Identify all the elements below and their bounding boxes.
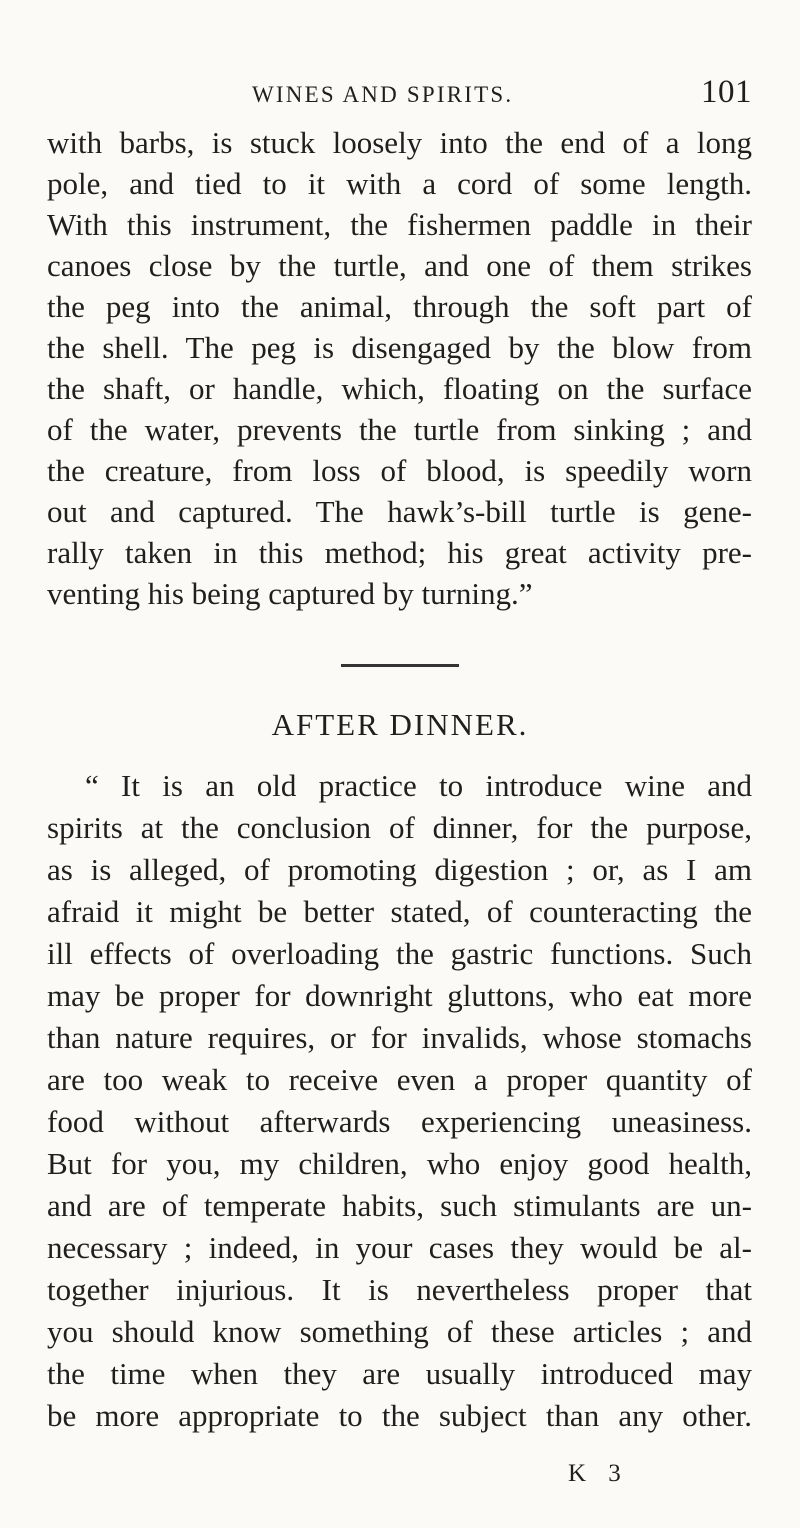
signature-mark: K 3 <box>568 1460 629 1487</box>
text-line: “ It is an old practice to introduce wine and <box>85 768 752 803</box>
text-line: the shell. The peg is disengaged by the blow from <box>47 330 752 365</box>
text-line: canoes close by the turtle, and one of them strikes <box>47 248 752 283</box>
text-line: rally taken in this method; his great activity pre- <box>47 535 752 570</box>
text-line: are too weak to receive even a proper quantity of <box>47 1062 752 1097</box>
text-line: pole, and tied to it with a cord of some length. <box>47 166 752 201</box>
text-line: the time when they are usually introduced may <box>47 1356 752 1391</box>
text-line: as is alleged, of promoting digestion ; or, as I am <box>47 852 752 887</box>
text-line: the peg into the animal, through the soft part of <box>47 289 752 324</box>
text-line: you should know something of these articles ; and <box>47 1314 752 1349</box>
text-line: with barbs, is stuck loosely into the end of a long <box>47 125 752 160</box>
text-line: ill effects of overloading the gastric functions. Such <box>47 936 752 971</box>
text-line: venting his being captured by turning.” <box>47 576 533 611</box>
text-line: together injurious. It is nevertheless proper that <box>47 1272 752 1307</box>
text-line: necessary ; indeed, in your cases they would be al- <box>47 1230 752 1265</box>
text-line: But for you, my children, who enjoy good health, <box>47 1146 752 1181</box>
running-head: WINES AND SPIRITS. <box>252 82 514 107</box>
text-line: be more appropriate to the subject than any other. <box>47 1398 752 1433</box>
text-line: food without afterwards experiencing uneasiness. <box>47 1104 752 1139</box>
text-line: the creature, from loss of blood, is speedily worn <box>47 453 752 488</box>
text-line: afraid it might be better stated, of counteracting the <box>47 894 752 929</box>
text-line: the shaft, or handle, which, floating on the surface <box>47 371 752 406</box>
text-line: spirits at the conclusion of dinner, for the purpose, <box>47 810 752 845</box>
section-divider <box>341 664 459 667</box>
text-line: out and captured. The hawk’s-bill turtle is gene- <box>47 494 752 529</box>
page-number: 101 <box>701 74 752 110</box>
text-line: With this instrument, the fishermen paddle in their <box>47 207 752 242</box>
text-line: of the water, prevents the turtle from sinking ; and <box>47 412 752 447</box>
text-line: may be proper for downright gluttons, who eat more <box>47 978 752 1013</box>
text-line: and are of temperate habits, such stimulants are un- <box>47 1188 752 1223</box>
text-line: than nature requires, or for invalids, whose stomachs <box>47 1020 752 1055</box>
page-header <box>252 74 752 120</box>
section-heading: AFTER DINNER. <box>271 707 529 742</box>
